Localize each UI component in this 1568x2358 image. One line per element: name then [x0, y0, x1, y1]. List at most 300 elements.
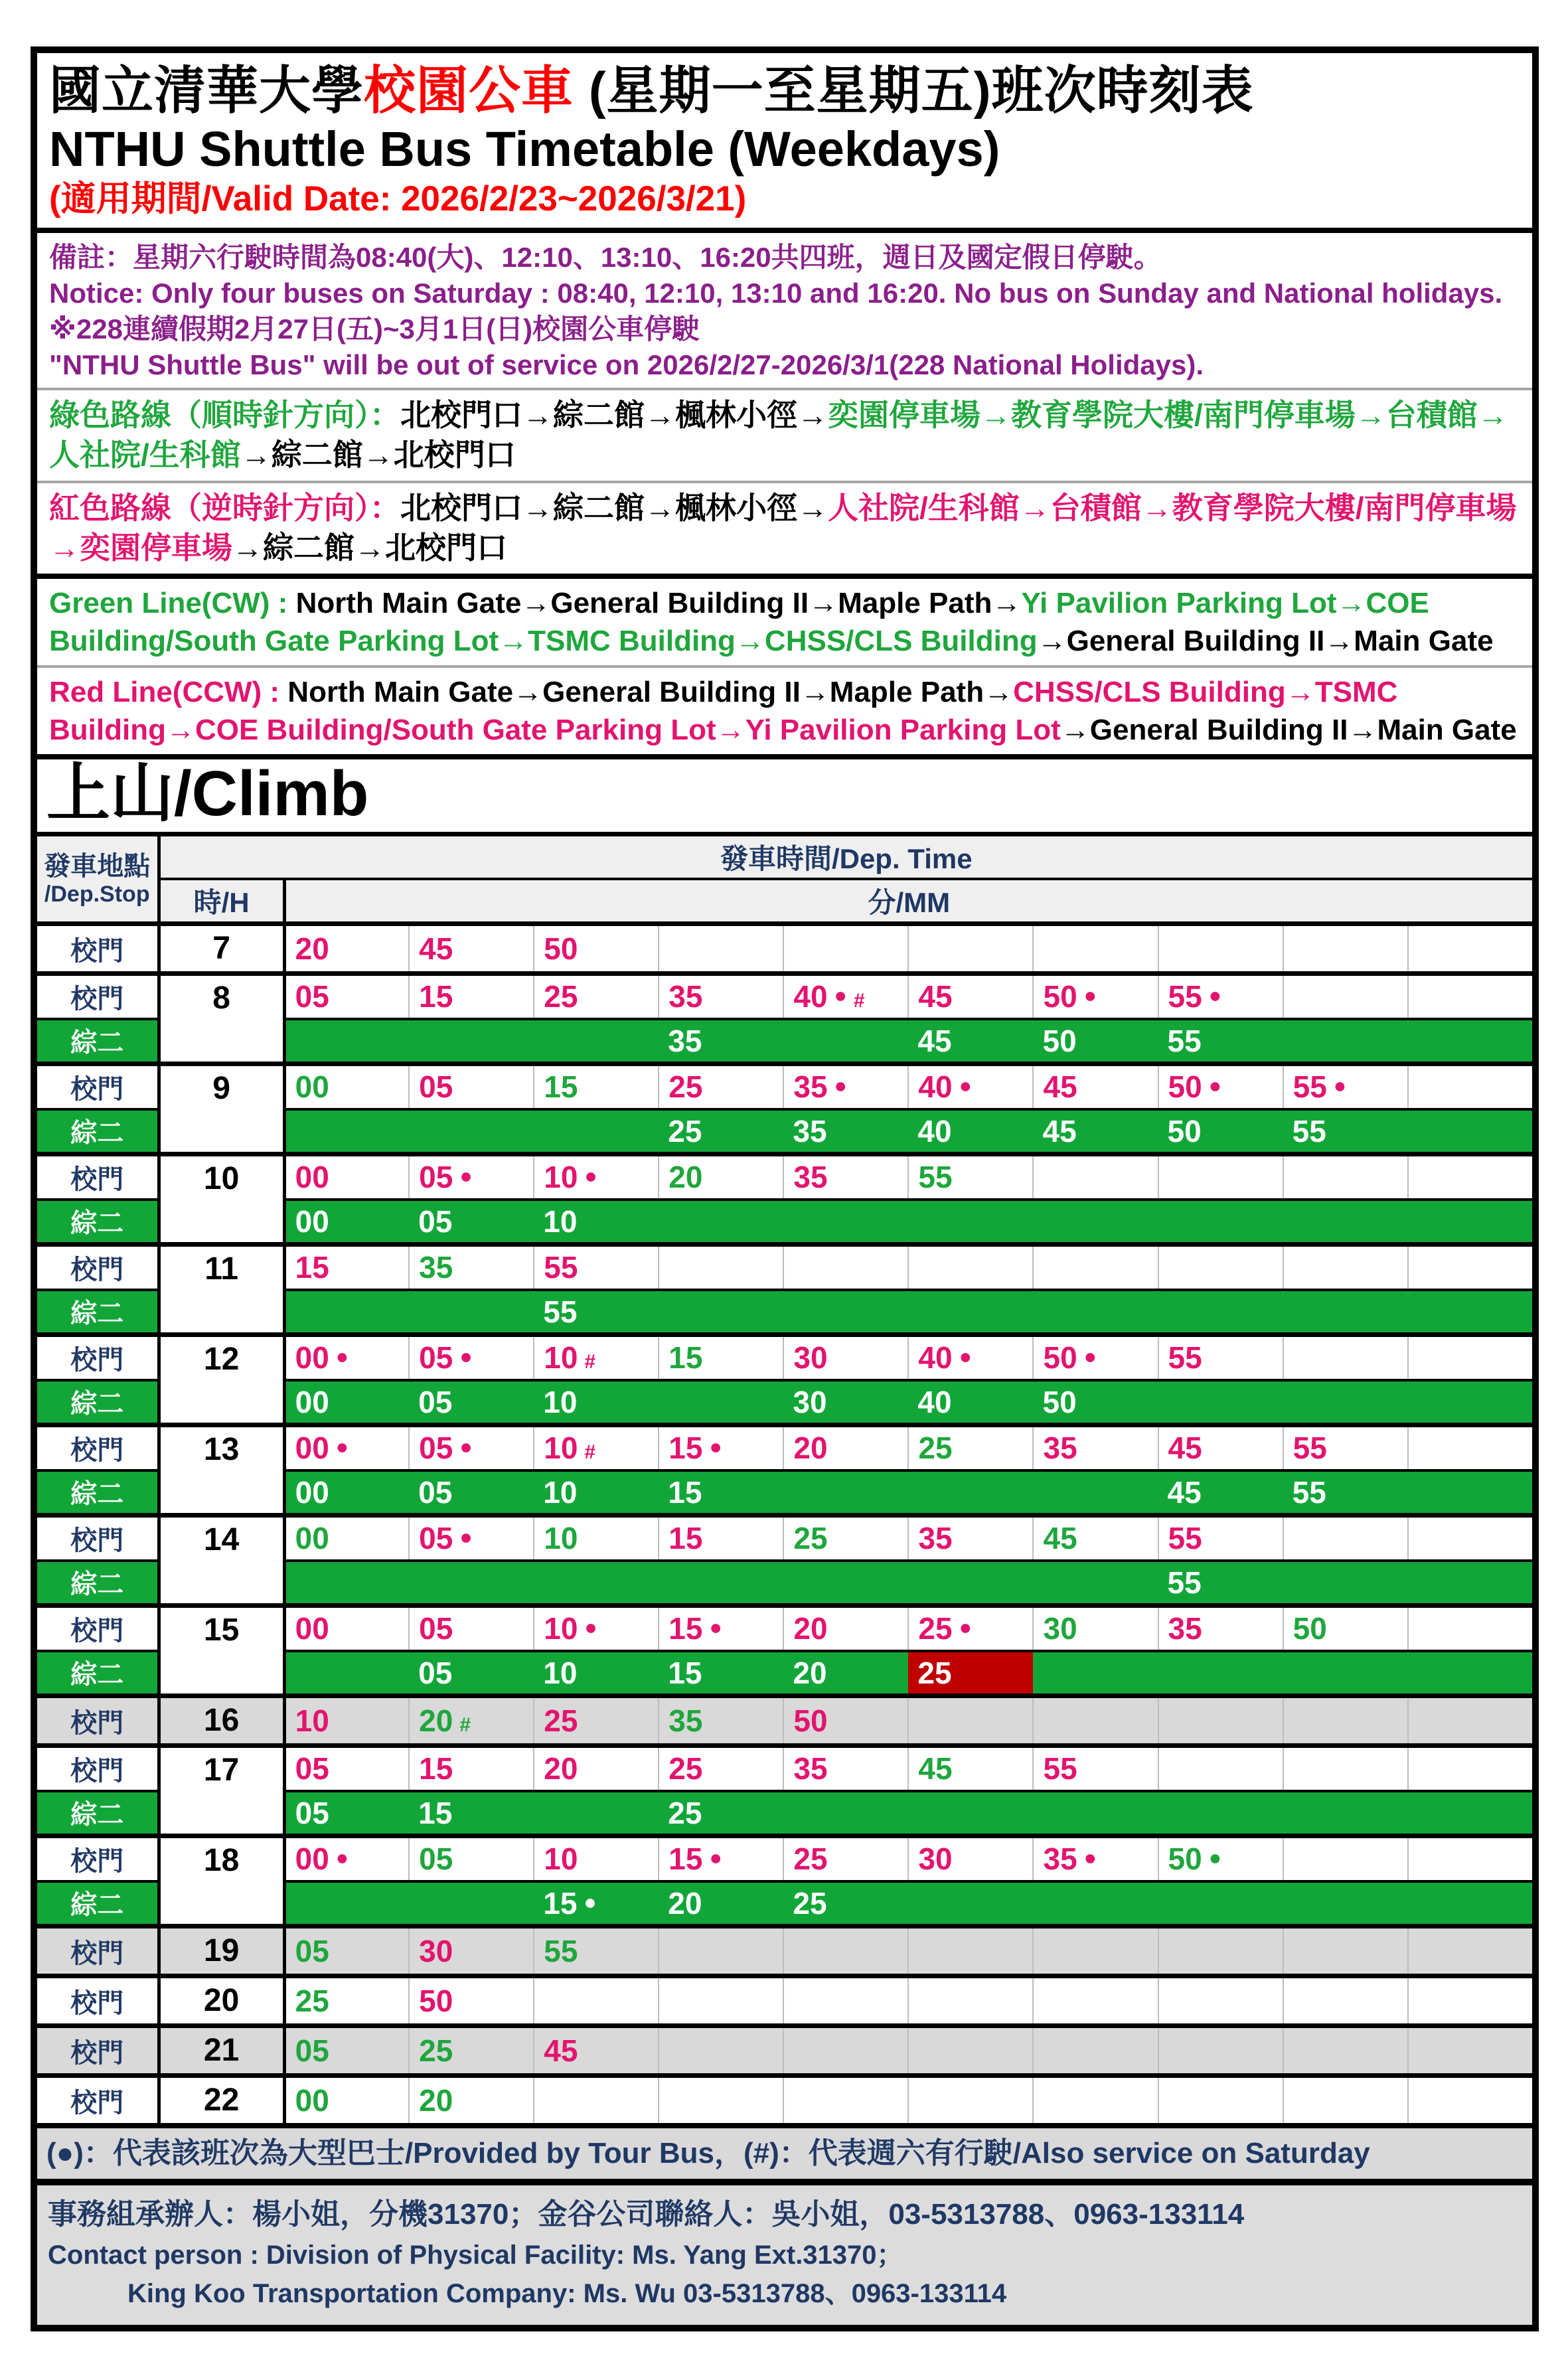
- empty-time-cell: [284, 1561, 409, 1606]
- time-cell: [1033, 1425, 1158, 1470]
- time-cell: [908, 1154, 1033, 1200]
- departure-minute: 55: [1168, 1521, 1202, 1556]
- notes-block: [37, 233, 1532, 388]
- time-cell: [409, 1606, 534, 1651]
- departure-minute: 05: [418, 1384, 453, 1419]
- departure-minute: 15: [668, 1431, 703, 1466]
- stop-label-gate: 校門: [37, 1245, 159, 1290]
- departure-minute: 35: [793, 1160, 828, 1195]
- hour-row-15-gate: [37, 1606, 1532, 1651]
- empty-time-cell: [1408, 924, 1532, 974]
- hour-label: 19: [159, 1926, 284, 1976]
- tour-bus-dot-icon: ●: [709, 1846, 722, 1870]
- empty-time-cell: [534, 1019, 659, 1064]
- stop-label-gate: 校門: [37, 1976, 159, 2026]
- time-cell: [1033, 1019, 1158, 1064]
- hour-label: 16: [159, 1696, 284, 1746]
- route-red-zh-label: 紅色路線（逆時針方向）：: [49, 490, 400, 525]
- time-cell: [534, 1470, 659, 1516]
- departure-minute: 35: [793, 1751, 828, 1786]
- empty-time-cell: [1158, 1245, 1283, 1290]
- time-cell: [284, 1516, 409, 1561]
- departure-minute: 05: [419, 1842, 453, 1877]
- stop-label-zong: 綜二: [37, 1651, 159, 1696]
- time-cell: [284, 1976, 409, 2026]
- hour-label: 15: [159, 1606, 284, 1696]
- timetable: [37, 832, 1532, 2123]
- time-cell: [284, 1836, 409, 1881]
- empty-time-cell: [1283, 1200, 1408, 1245]
- departure-minute: 25: [918, 1431, 953, 1466]
- empty-time-cell: [1283, 1696, 1408, 1746]
- tour-bus-dot-icon: ●: [584, 1615, 597, 1640]
- departure-minute: 15: [543, 1885, 578, 1921]
- stop-label-gate: 校門: [37, 2026, 159, 2076]
- empty-time-cell: [1408, 1335, 1532, 1380]
- departure-minute: 45: [544, 2033, 578, 2069]
- departure-minute: 50: [793, 1703, 828, 1739]
- time-cell: [409, 1926, 534, 1976]
- time-cell: [783, 1109, 908, 1154]
- departure-minute: 15: [668, 1521, 703, 1556]
- empty-time-cell: [908, 1200, 1033, 1245]
- departure-minute: 05: [419, 1431, 453, 1466]
- time-cell: [284, 2026, 409, 2076]
- departure-minute: 15: [668, 1474, 702, 1510]
- departure-minute: 45: [1167, 1474, 1202, 1510]
- title-zh-highlight: 校園公車: [364, 61, 574, 119]
- empty-time-cell: [1408, 1064, 1532, 1109]
- departure-minute: 10: [543, 1474, 578, 1510]
- departure-minute: 15: [544, 1069, 578, 1105]
- empty-time-cell: [409, 1290, 534, 1335]
- note-saturday-zh: 備註：星期六行駛時間為08:40(大)、12:10、13:10、16:20共四班，週日及國定假日停駛。: [49, 242, 1162, 274]
- empty-time-cell: [1408, 1470, 1532, 1516]
- time-cell: [1158, 1470, 1283, 1516]
- departure-minute: 20: [668, 1885, 702, 1921]
- time-cell: [284, 1200, 409, 1245]
- empty-time-cell: [534, 2076, 659, 2124]
- time-cell: [284, 1606, 409, 1651]
- hour-row-20-gate: [37, 1976, 1532, 2026]
- empty-time-cell: [783, 1245, 908, 1290]
- time-cell: [783, 1836, 908, 1881]
- empty-time-cell: [1283, 1791, 1408, 1836]
- stop-label-zong: 綜二: [37, 1019, 159, 1064]
- empty-time-cell: [783, 1926, 908, 1976]
- departure-minute: 05: [295, 1795, 329, 1830]
- time-cell: [908, 1651, 1033, 1696]
- empty-time-cell: [1283, 1926, 1408, 1976]
- departure-minute: 10: [544, 1842, 578, 1877]
- time-cell: [284, 974, 409, 1019]
- empty-time-cell: [1408, 2076, 1532, 2124]
- empty-time-cell: [1033, 1200, 1158, 1245]
- departure-minute: 00: [295, 1204, 329, 1239]
- time-cell: [284, 1064, 409, 1109]
- note-228-zh: ※228連續假期2月27日(五)~3月1日(日)校園公車停駛: [49, 313, 700, 345]
- departure-minute: 55: [1293, 1069, 1327, 1105]
- hour-label: 12: [159, 1335, 284, 1425]
- empty-time-cell: [659, 1245, 783, 1290]
- empty-time-cell: [1033, 1245, 1158, 1290]
- time-cell: [783, 1746, 908, 1791]
- empty-time-cell: [1033, 1696, 1158, 1746]
- saturday-hash-icon: #: [584, 1441, 596, 1464]
- departure-minute: 25: [544, 1703, 578, 1739]
- departure-minute: 05: [295, 979, 329, 1014]
- departure-minute: 20: [793, 1611, 828, 1646]
- time-cell: [409, 1696, 534, 1746]
- tour-bus-dot-icon: ●: [1208, 983, 1222, 1008]
- route-red-en-label: Red Line(CCW) :: [49, 675, 288, 708]
- empty-time-cell: [284, 1290, 409, 1335]
- departure-minute: 15: [295, 1250, 329, 1285]
- departure-minute: 55: [544, 1934, 578, 1969]
- stop-label-gate: 校門: [37, 1425, 159, 1470]
- empty-time-cell: [1408, 1561, 1532, 1606]
- empty-time-cell: [534, 1109, 659, 1154]
- departure-minute: 15: [668, 1655, 702, 1690]
- departure-minute: 25: [793, 1885, 827, 1921]
- contact-line-en-1: Contact person : Division of Physical Facility: Ms. Yang Ext.31370；: [48, 2240, 903, 2270]
- header-dep-time: 發車時間/Dep. Time: [159, 834, 1532, 880]
- empty-time-cell: [1283, 1245, 1408, 1290]
- empty-time-cell: [659, 1926, 783, 1976]
- tour-bus-dot-icon: ●: [1083, 983, 1097, 1008]
- section-title-climb: 上山/Climb: [46, 758, 369, 830]
- tour-bus-dot-icon: ●: [709, 1435, 722, 1459]
- hour-row-14-gate: [37, 1516, 1532, 1561]
- time-cell: [783, 1651, 908, 1696]
- time-cell: [659, 1154, 783, 1200]
- time-cell: [1033, 1606, 1158, 1651]
- empty-time-cell: [1283, 1561, 1408, 1606]
- time-cell: [284, 1791, 409, 1836]
- departure-minute: 35: [668, 1703, 703, 1739]
- departure-minute: 00: [295, 1160, 329, 1195]
- departure-minute: 35: [1043, 1842, 1077, 1877]
- empty-time-cell: [659, 1290, 783, 1335]
- tour-bus-dot-icon: ●: [459, 1435, 473, 1459]
- contact-block: [37, 2179, 1532, 2325]
- time-cell: [908, 974, 1033, 1019]
- time-cell: [1158, 1109, 1283, 1154]
- departure-minute: 55: [544, 1250, 578, 1285]
- time-cell: [1158, 1606, 1283, 1651]
- header-block: [37, 53, 1532, 228]
- time-cell: [409, 1651, 534, 1696]
- empty-time-cell: [284, 1881, 409, 1926]
- departure-minute: 10: [543, 1204, 578, 1239]
- departure-minute: 55: [918, 1160, 953, 1195]
- hour-label: 18: [159, 1836, 284, 1926]
- time-cell: [284, 1335, 409, 1380]
- departure-minute: 25: [668, 1751, 703, 1786]
- departure-minute: 00: [295, 1069, 329, 1105]
- empty-time-cell: [1158, 1926, 1283, 1976]
- time-cell: [534, 1516, 659, 1561]
- stop-label-gate: 校門: [37, 1746, 159, 1791]
- time-cell: [783, 1606, 908, 1651]
- empty-time-cell: [908, 1696, 1033, 1746]
- hour-row-17-gate: [37, 1746, 1532, 1791]
- empty-time-cell: [659, 1380, 783, 1425]
- stop-label-zong: 綜二: [37, 1200, 159, 1245]
- route-green-en-mid: Yi Pavilion Parking Lot→COE Building/South Gate Parking Lot→TSMC Building→CHSS/CLS Building: [49, 586, 1429, 657]
- stop-label-gate: 校門: [37, 1836, 159, 1881]
- time-cell: [659, 1746, 783, 1791]
- departure-minute: 10: [543, 1384, 578, 1419]
- departure-minute: 05: [295, 1751, 329, 1786]
- departure-minute: 40: [918, 1340, 953, 1376]
- empty-time-cell: [284, 1109, 409, 1154]
- tour-bus-dot-icon: ●: [1208, 1073, 1222, 1098]
- empty-time-cell: [783, 1019, 908, 1064]
- stop-label-gate: 校門: [37, 1064, 159, 1109]
- hour-label: 10: [159, 1154, 284, 1245]
- hour-label: 8: [159, 974, 284, 1064]
- hour-row-21-gate: [37, 2026, 1532, 2076]
- departure-minute: 50: [1043, 979, 1077, 1014]
- departure-minute: 55: [1293, 1431, 1327, 1466]
- empty-time-cell: [409, 1109, 534, 1154]
- tour-bus-dot-icon: ●: [1333, 1073, 1347, 1098]
- departure-minute: 00: [295, 1521, 329, 1556]
- departure-minute: 15: [418, 1795, 453, 1830]
- empty-time-cell: [783, 1791, 908, 1836]
- departure-minute: 50: [1168, 1842, 1202, 1877]
- route-green-zh-mid: 奕園停車場→教育學院大樓/南門停車場→台積館→人社院/生科館: [49, 398, 1508, 473]
- departure-minute: 05: [419, 1340, 453, 1376]
- stop-label-zong: 綜二: [37, 1881, 159, 1926]
- time-cell: [284, 924, 409, 974]
- time-cell: [1158, 1516, 1283, 1561]
- time-cell: [534, 1245, 659, 1290]
- divider: [37, 228, 1532, 233]
- route-red-zh-pre: 北校門口→綜二館→楓林小徑→: [400, 490, 828, 525]
- empty-time-cell: [1408, 1019, 1532, 1064]
- empty-time-cell: [1033, 1926, 1158, 1976]
- time-cell: [284, 1696, 409, 1746]
- header-minute: 分/MM: [284, 879, 1532, 924]
- empty-time-cell: [1033, 1154, 1158, 1200]
- time-cell: [534, 974, 659, 1019]
- tour-bus-dot-icon: ●: [1208, 1846, 1222, 1870]
- empty-time-cell: [908, 2076, 1033, 2124]
- departure-minute: 45: [1043, 1069, 1077, 1105]
- departure-minute: 00: [295, 1431, 329, 1466]
- time-cell: [908, 1746, 1033, 1791]
- empty-time-cell: [1283, 1516, 1408, 1561]
- departure-minute: 55: [1292, 1113, 1326, 1148]
- empty-time-cell: [1033, 1470, 1158, 1516]
- route-green-en-label: Green Line(CW) :: [49, 586, 296, 619]
- departure-minute: 45: [1042, 1113, 1077, 1148]
- stop-label-zong: 綜二: [37, 1791, 159, 1836]
- time-cell: [908, 1836, 1033, 1881]
- contact-line-en-2: King Koo Transportation Company: Ms. Wu 03-5313788、0963-133114: [127, 2278, 1007, 2308]
- empty-time-cell: [1033, 2076, 1158, 2124]
- route-red-en-mid: CHSS/CLS Building→TSMC Building→COE Building/South Gate Parking Lot→Yi Pavilion Parking Lot: [49, 675, 1398, 747]
- departure-minute: 35: [918, 1521, 953, 1556]
- time-cell: [659, 1881, 783, 1926]
- time-cell: [1158, 1561, 1283, 1606]
- tour-bus-dot-icon: ●: [709, 1615, 722, 1640]
- timetable-header-row-1: [37, 834, 1532, 880]
- departure-minute: 55: [1043, 1751, 1077, 1786]
- empty-time-cell: [1408, 1651, 1532, 1696]
- empty-time-cell: [1283, 1290, 1408, 1335]
- departure-minute: 05: [419, 1069, 453, 1105]
- empty-time-cell: [1408, 1516, 1532, 1561]
- hour-row-13-gate: [37, 1425, 1532, 1470]
- hour-row-16-gate: [37, 1696, 1532, 1746]
- departure-minute: 35: [1043, 1431, 1077, 1466]
- empty-time-cell: [908, 1561, 1033, 1606]
- departure-minute: 50: [1042, 1023, 1077, 1058]
- stop-label-zong: 綜二: [37, 1290, 159, 1335]
- hour-row-9-gate: [37, 1064, 1532, 1109]
- time-cell: [1033, 1516, 1158, 1561]
- time-cell: [1033, 1380, 1158, 1425]
- empty-time-cell: [1408, 1606, 1532, 1651]
- empty-time-cell: [1033, 1290, 1158, 1335]
- departure-minute: 20: [793, 1655, 827, 1690]
- stop-label-gate: 校門: [37, 924, 159, 974]
- empty-time-cell: [783, 1290, 908, 1335]
- time-cell: [534, 1926, 659, 1976]
- departure-minute: 35: [1168, 1611, 1202, 1646]
- departure-minute: 20: [793, 1431, 828, 1466]
- time-cell: [534, 1154, 659, 1200]
- empty-time-cell: [409, 1019, 534, 1064]
- saturday-hash-icon: #: [853, 990, 865, 1012]
- empty-time-cell: [1283, 1836, 1408, 1881]
- departure-minute: 15: [419, 1751, 453, 1786]
- hour-label: 7: [159, 924, 284, 974]
- empty-time-cell: [1408, 1746, 1532, 1791]
- departure-minute: 00: [295, 1842, 329, 1877]
- time-cell: [659, 1064, 783, 1109]
- empty-time-cell: [783, 1470, 908, 1516]
- empty-time-cell: [1408, 1380, 1532, 1425]
- hour-label: 9: [159, 1064, 284, 1154]
- time-cell: [409, 1245, 534, 1290]
- route-green-zh: [37, 390, 1532, 481]
- departure-minute: 10: [544, 1431, 578, 1466]
- empty-time-cell: [1283, 1380, 1408, 1425]
- time-cell: [409, 1470, 534, 1516]
- empty-time-cell: [1408, 1881, 1532, 1926]
- title-zh-suffix: (星期一至星期五)班次時刻表: [574, 61, 1254, 119]
- departure-minute: 00: [295, 2083, 329, 2118]
- time-cell: [659, 1836, 783, 1881]
- tour-bus-dot-icon: ●: [1083, 1344, 1097, 1369]
- hour-row-7-gate: [37, 924, 1532, 974]
- stop-label-gate: 校門: [37, 1516, 159, 1561]
- route-green-zh-post: →綜二館→北校門口: [240, 437, 516, 473]
- empty-time-cell: [1408, 1154, 1532, 1200]
- time-cell: [534, 924, 659, 974]
- empty-time-cell: [908, 1791, 1033, 1836]
- hour-label: 22: [159, 2076, 284, 2124]
- hour-row-22-gate: [37, 2076, 1532, 2124]
- hour-row-10-gate: [37, 1154, 1532, 1200]
- empty-time-cell: [534, 1976, 659, 2026]
- empty-time-cell: [783, 1200, 908, 1245]
- empty-time-cell: [1283, 1976, 1408, 2026]
- departure-minute: 00: [295, 1384, 329, 1419]
- empty-time-cell: [1283, 974, 1408, 1019]
- departure-minute: 10: [544, 1611, 578, 1646]
- stop-label-zong: 綜二: [37, 1380, 159, 1425]
- time-cell: [1033, 1335, 1158, 1380]
- hour-row-18-gate: [37, 1836, 1532, 1881]
- departure-minute: 25: [295, 1984, 329, 2019]
- route-red-en-pre: North Main Gate→General Building II→Maple Path→: [287, 675, 1014, 708]
- empty-time-cell: [1158, 1290, 1283, 1335]
- departure-minute: 30: [918, 1842, 953, 1877]
- time-cell: [908, 1109, 1033, 1154]
- time-cell: [783, 1696, 908, 1746]
- header-dep-stop: [37, 834, 159, 924]
- departure-minute: 25: [419, 2033, 453, 2069]
- departure-minute: 45: [1168, 1431, 1202, 1466]
- time-cell: [534, 1064, 659, 1109]
- empty-time-cell: [908, 1926, 1033, 1976]
- time-cell: [1158, 1425, 1283, 1470]
- departure-minute: 35: [793, 1069, 828, 1105]
- time-cell: [659, 1791, 783, 1836]
- time-cell: [1033, 1064, 1158, 1109]
- stop-label-gate: 校門: [37, 1154, 159, 1200]
- empty-time-cell: [1033, 2026, 1158, 2076]
- time-cell: [534, 1335, 659, 1380]
- departure-minute: 10: [543, 1655, 578, 1690]
- title-zh-prefix: 國立清華大學: [49, 61, 364, 119]
- empty-time-cell: [284, 1019, 409, 1064]
- empty-time-cell: [1408, 1200, 1532, 1245]
- time-cell: [409, 1836, 534, 1881]
- tour-bus-dot-icon: ●: [959, 1073, 972, 1098]
- hour-label: 21: [159, 2026, 284, 2076]
- time-cell: [409, 1976, 534, 2026]
- contact-line-zh: 事務組承辦人：楊小姐，分機31370；金谷公司聯絡人：吳小姐，03-5313788、0963-133114: [48, 2198, 1245, 2231]
- time-cell: [409, 974, 534, 1019]
- empty-time-cell: [1408, 1791, 1532, 1836]
- page-title-zh: [49, 60, 1520, 121]
- tour-bus-dot-icon: ●: [459, 1525, 473, 1549]
- departure-minute: 55: [1167, 1565, 1202, 1600]
- legend-note: (●)：代表該班次為大型巴士/Provided by Tour Bus，(#)：代表週六有行駛/Also service on Saturday: [37, 2123, 1532, 2179]
- empty-time-cell: [659, 924, 783, 974]
- time-cell: [409, 924, 534, 974]
- empty-time-cell: [908, 1290, 1033, 1335]
- departure-minute: 50: [1043, 1340, 1077, 1376]
- header-dep-stop-en: /Dep.Stop: [44, 881, 150, 907]
- departure-minute: 05: [419, 1521, 453, 1556]
- time-cell: [1158, 974, 1283, 1019]
- empty-time-cell: [1158, 2026, 1283, 2076]
- empty-time-cell: [1283, 2076, 1408, 2124]
- stop-label-zong: 綜二: [37, 1109, 159, 1154]
- empty-time-cell: [1158, 1696, 1283, 1746]
- departure-minute: 15: [419, 979, 453, 1014]
- hour-label: 13: [159, 1425, 284, 1516]
- time-cell: [783, 1380, 908, 1425]
- tour-bus-dot-icon: ●: [584, 1164, 597, 1188]
